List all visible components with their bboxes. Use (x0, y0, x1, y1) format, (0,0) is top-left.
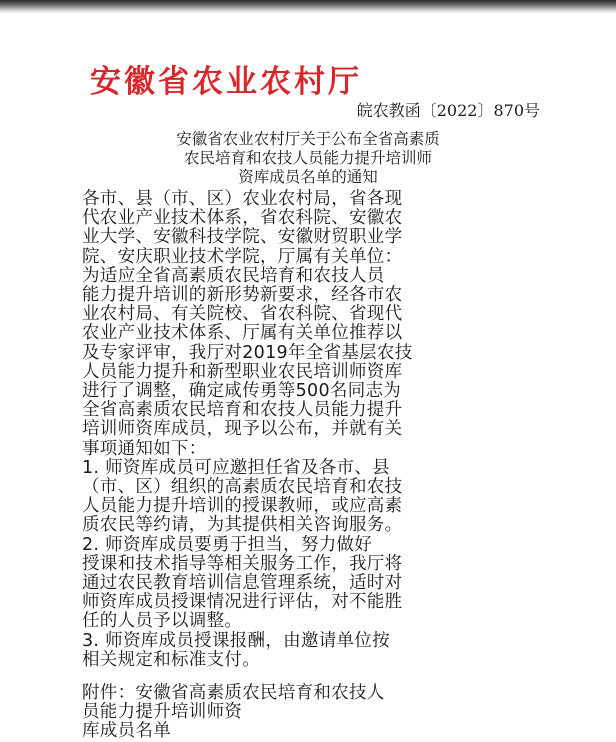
body-line: 相关规定和标准支付。 (82, 649, 260, 670)
body-line: 1. 师资库成员可应邀担任省及各市、县 (82, 457, 390, 478)
body-line: 2. 师资库成员要勇于担当，努力做好 (82, 534, 373, 555)
body-line: 及专家评审，我厅对2019年全省基层农技 (82, 342, 413, 363)
body-line: 任的人员予以调整。 (82, 611, 243, 632)
body-line: 人员能力提升和新型职业农民培训师资库 (82, 361, 403, 382)
attachment-line: 库成员名单 (82, 721, 171, 742)
body-line: 进行了调整，确定咸传勇等500名同志为 (82, 381, 402, 402)
body-line: （市、区）组织的高素质农民培育和农技 (82, 477, 403, 498)
body-line: 农业产业技术体系、厅属有关单位推荐以 (82, 323, 403, 344)
body-line: 各市、县（市、区）农业农村局，省各现 (82, 189, 403, 209)
notice-body (82, 190, 552, 742)
paragraph-gap (82, 670, 552, 684)
notice-title-line: 农民培育和农技人员能力提升培训师 (183, 149, 432, 167)
body-line: 3. 师资库成员授课报酬，由邀请单位按 (82, 630, 390, 651)
body-line: 全省高素质农民培育和农技人员能力提升 (82, 400, 403, 421)
body-line: 业大学、安徽科技学院、安徽财贸职业学 (82, 227, 403, 248)
attachment-line: 员能力提升培训师资 (82, 702, 243, 723)
issuing-organization-title: 安徽省农业农村厅 (90, 64, 362, 100)
body-line: 授课和技术指导等相关服务工作，我厅将 (82, 553, 403, 574)
body-line: 业农村局、有关院校、省农科院、省现代 (82, 304, 403, 325)
body-line: 人员能力提升培训的授课教师，或应高素 (82, 496, 403, 517)
body-line: 能力提升培训的新形势新要求，经各市农 (82, 285, 403, 306)
attachment-line: 附件：安徽省高素质农民培育和农技人 (82, 683, 385, 704)
body-line: 院、安庆职业技术学院，厅属有关单位： (82, 246, 403, 267)
body-line: 质农民等约请，为其提供相关咨询服务。 (82, 515, 403, 536)
notice-title (0, 130, 616, 187)
body-line: 通过农民教育培训信息管理系统，适时对 (82, 573, 403, 594)
notice-title-line: 安徽省农业农村厅关于公布全省高素质 (176, 130, 440, 148)
notice-title-line: 资库成员名单的通知 (238, 168, 378, 186)
body-line: 事项通知如下： (82, 438, 207, 459)
body-line: 师资库成员授课情况进行评估，对不能胜 (82, 592, 403, 613)
document-number: 皖农教函〔2022〕870号 (356, 101, 540, 120)
body-line: 代农业产业技术体系，省农科院、安徽农 (82, 208, 403, 229)
body-line: 培训师资库成员，现予以公布，并就有关 (82, 419, 403, 440)
body-line: 为适应全省高素质农民培育和农技人员 (82, 265, 385, 286)
